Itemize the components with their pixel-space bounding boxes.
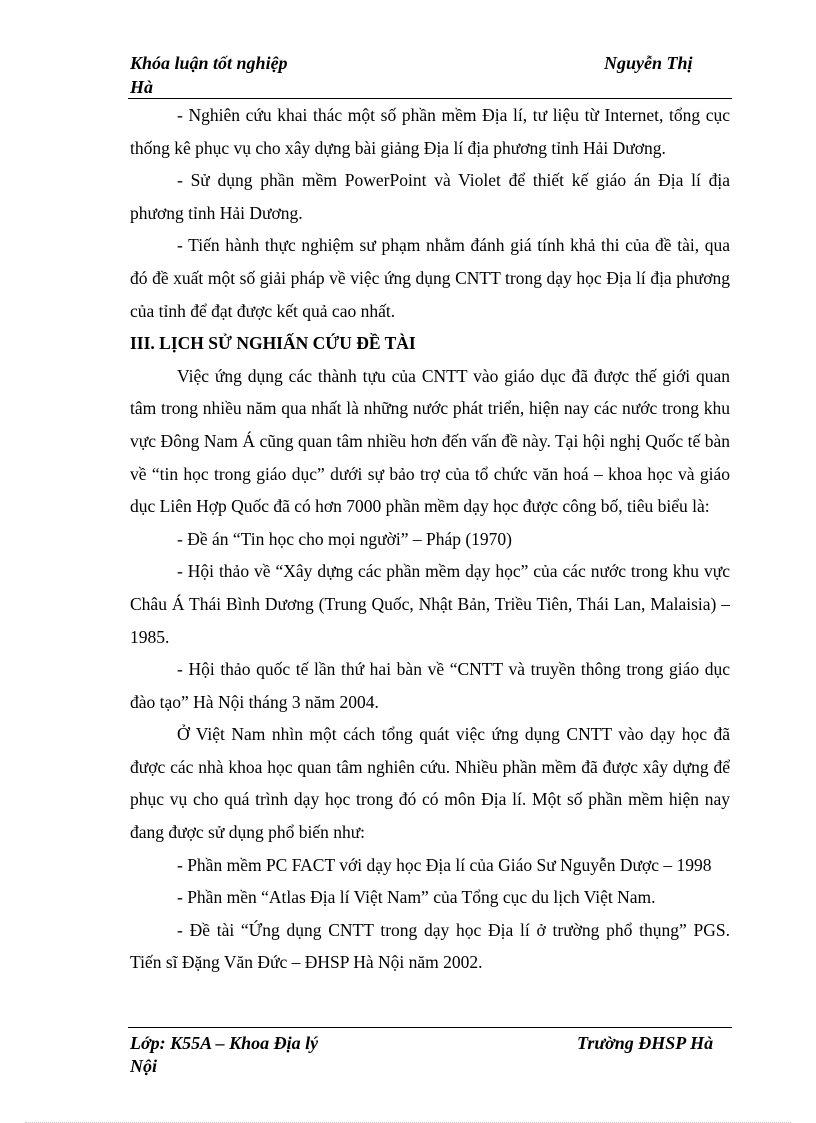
section-heading: III. LỊCH SỬ NGHIẤN CỨU ĐỀ TÀI [130,333,416,354]
list-item: - Phần mền “Atlas Địa lí Việt Nam” của Tổng cục du lịch Việt Nam. [177,887,656,908]
paragraph: - Tiến hành thực nghiệm sư phạm nhằm đánh giá tính khả thi của đề tài, qua đó đề xuất một số giải pháp về việc ứng dụng CNTT trong dạy học Địa lí địa phương của tỉnh để đạt được kết quả cao nhất. [130,235,730,321]
paragraph: - Nghiên cứu khai thác một số phần mềm Địa lí, tư liệu từ Internet, tổng cục thống kê phục vụ cho xây dựng bài giảng Địa lí địa phương tỉnh Hải Dương. [130,105,730,158]
page-body [130,99,730,979]
paragraph: - Sử dụng phần mềm PowerPoint và Violet để thiết kế giáo án Địa lí địa phương tỉnh Hải Dương. [130,170,730,223]
list-item: - Hội thảo về “Xây dựng các phần mềm dạy học” của các nước trong khu vực Châu Á Thái Bình Dương (Trung Quốc, Nhật Bản, Triều Tiên, Thái Lan, Malaisia) – 1985. [130,561,730,647]
footer-class-info-wrap: Nội [130,1056,157,1076]
footer-class-info: Lớp: K55A – Khoa Địa lý [130,1033,319,1053]
list-item: - Đề tài “Ứng dụng CNTT trong dạy học Địa lí ở trường phổ thụng” PGS. Tiến sĩ Đặng Văn Đức – ĐHSP Hà Nội năm 2002. [130,919,730,973]
list-item: - Phần mềm PC FACT với dạy học Địa lí của Giáo Sư Nguyễn Dược – 1998 [177,854,712,875]
list-item: - Đề án “Tin học cho mọi người” – Pháp (1970) [177,528,512,549]
header-author-name: Nguyễn Thị [604,53,693,73]
footer-university: Trường ĐHSP Hà [577,1033,714,1053]
header-author-name-wrap: Hà [130,77,154,97]
paragraph: Việc ứng dụng các thành tựu của CNTT vào giáo dục đã được thế giới quan tâm trong nhiều năm qua nhất là những nước phát triển, hiện nay các nước trong khu vực Đông Nam Á cũng quan tâm nhiều hơn đến vấn đề này. Tại hội nghị Quốc tế bàn về “tin học trong giáo dục” dưới sự bảo trợ của tổ chức văn hoá – khoa học và giáo dục Liên Hợp Quốc đã có hơn 7000 phần mềm dạy học được công bố, tiêu biểu là: [130,365,730,517]
header-thesis-title: Khóa luận tốt nghiệp [130,53,288,73]
paragraph: Ở Việt Nam nhìn một cách tổng quát việc ứng dụng CNTT vào dạy học đã được các nhà khoa học quan tâm nghiên cứu. Nhiều phần mềm đã được xây dựng để phục vụ cho quá trình dạy học trong đó có môn Địa lí. Một số phần mềm hiện nay đang được sử dụng phổ biến như: [130,724,730,843]
footer-rule [128,1027,732,1028]
list-item: - Hội thảo quốc tế lần thứ hai bàn về “CNTT và truyền thông trong giáo dục đào tạo” Hà Nội tháng 3 năm 2004. [130,659,730,712]
